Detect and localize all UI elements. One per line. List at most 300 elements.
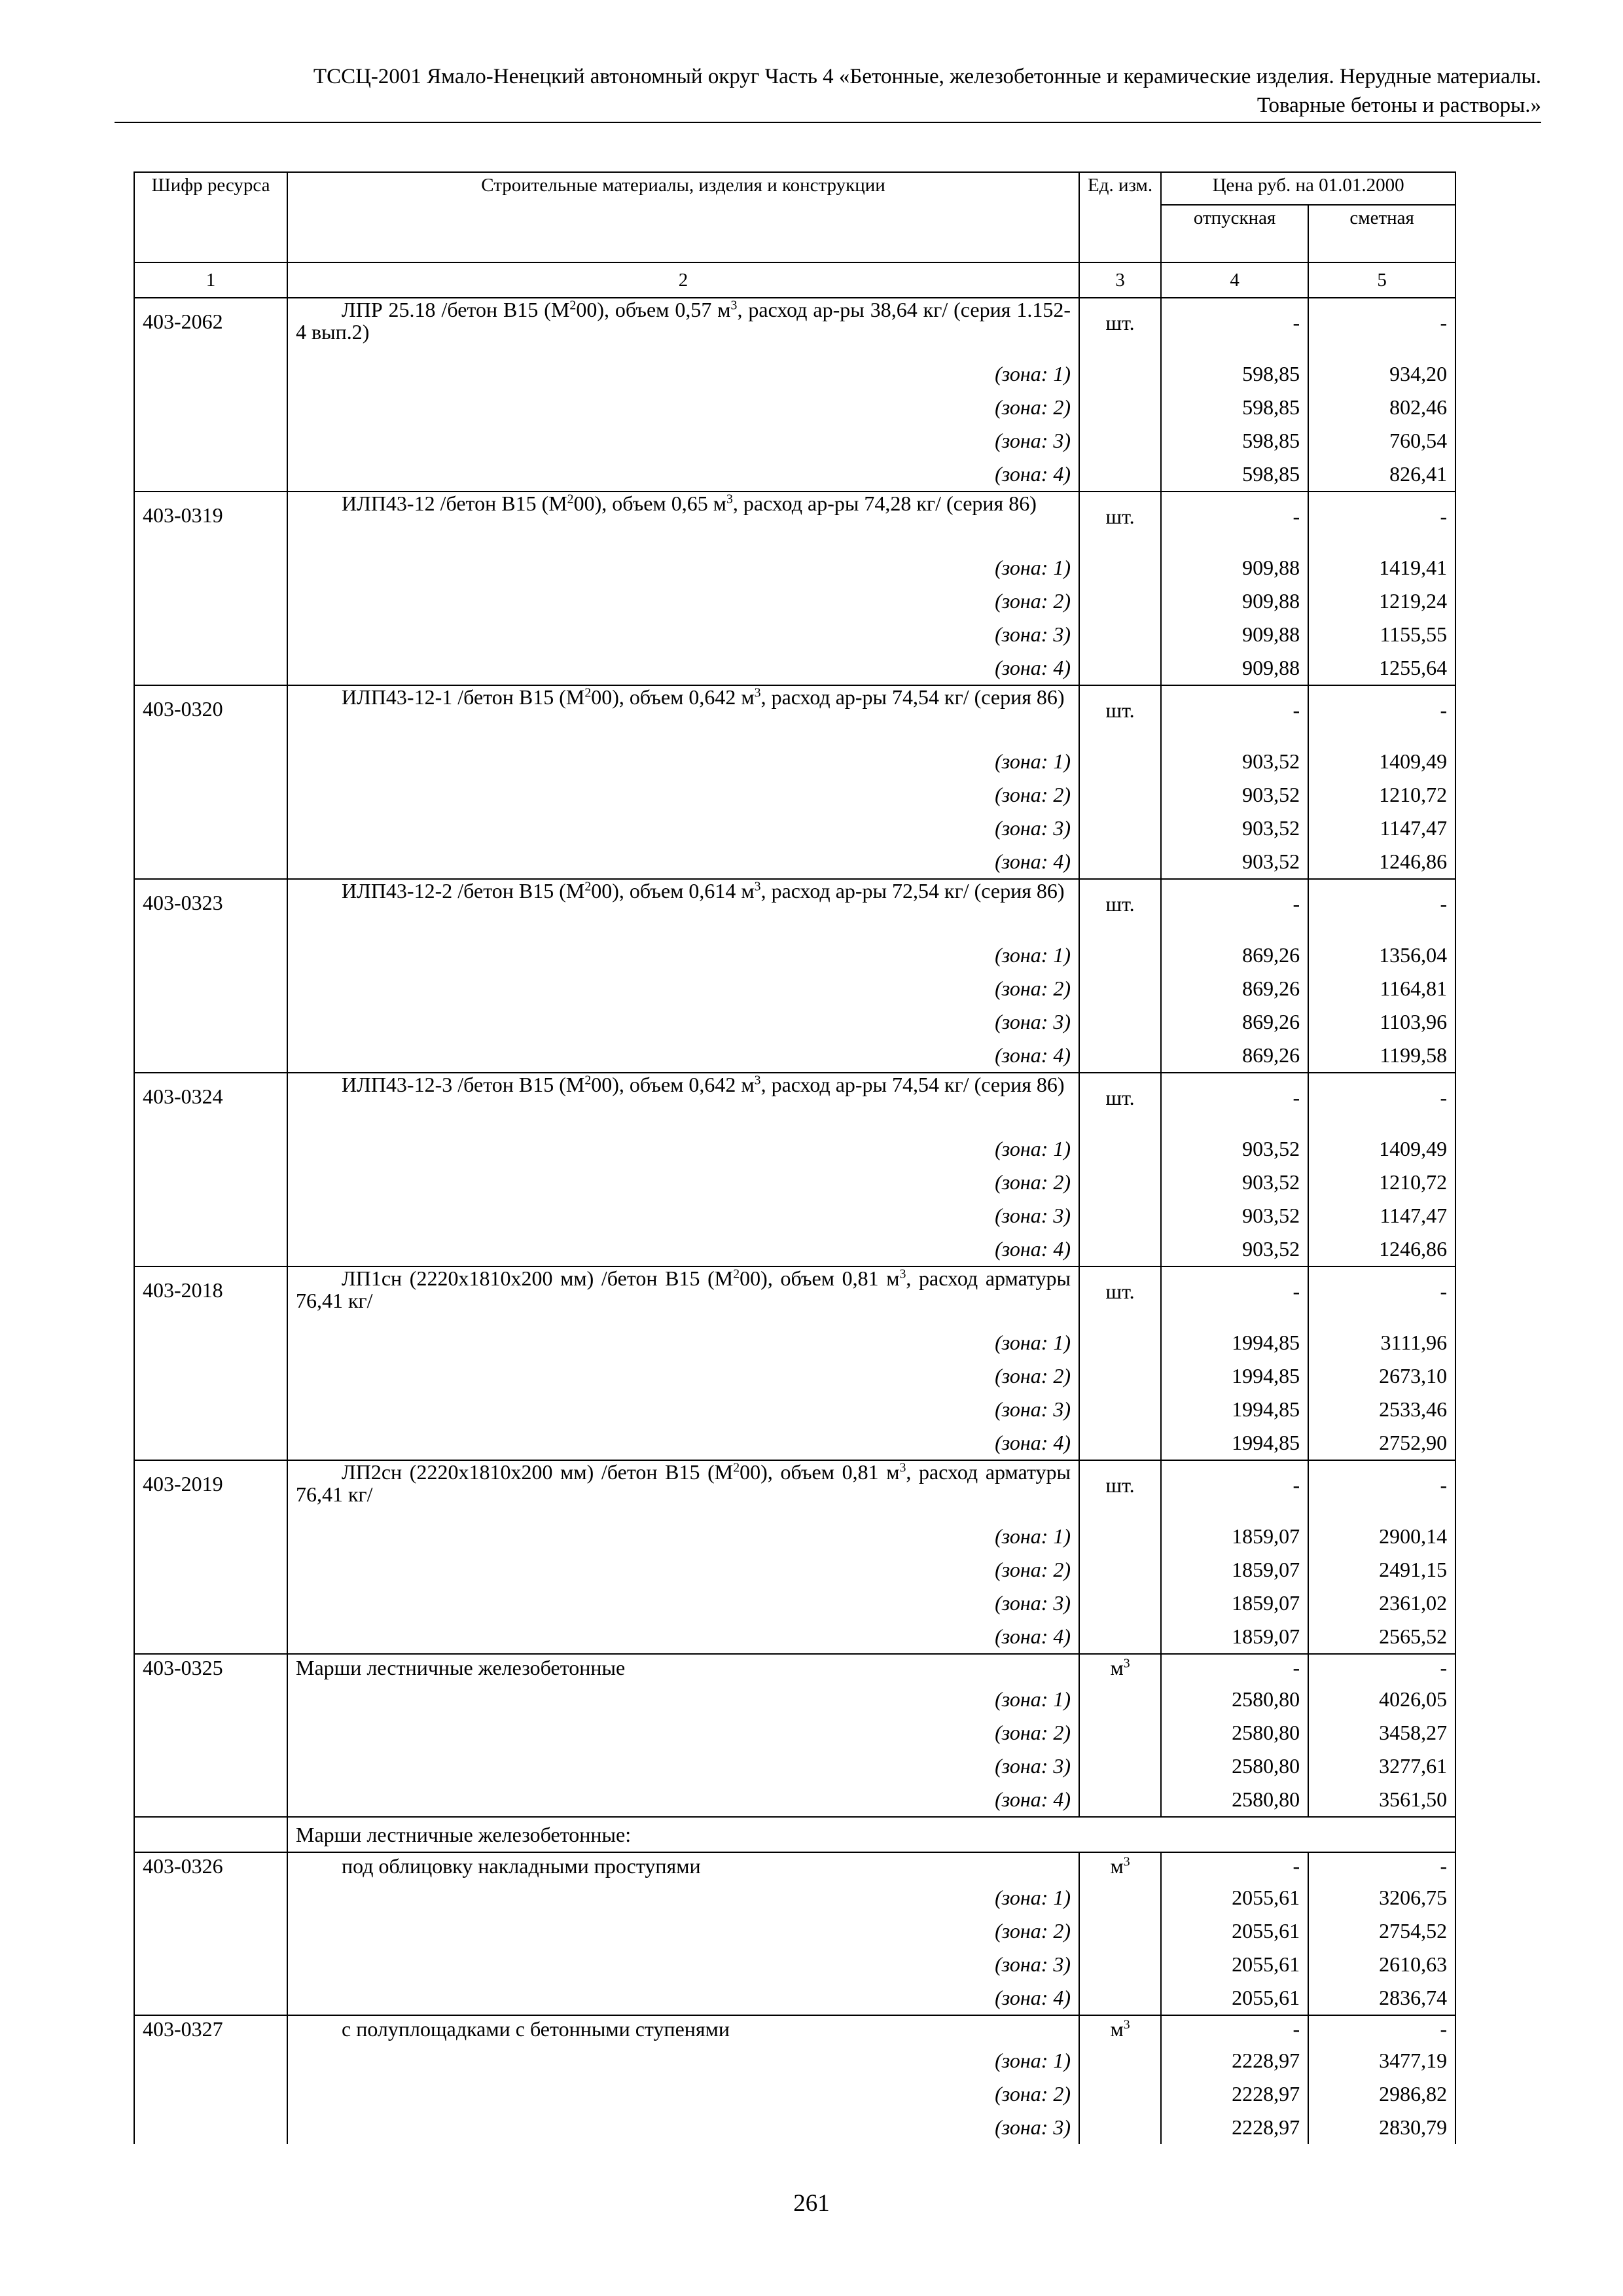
material-name: с полуплощадками с бетонными ступенями <box>287 2015 1079 2044</box>
zone-release-price: 598,85 <box>1161 424 1308 457</box>
zone-estimate-price: 1210,72 <box>1308 778 1455 812</box>
zone-label: (зона: 2) <box>287 584 1079 618</box>
table-row <box>134 685 1455 745</box>
empty-cell <box>134 1359 287 1393</box>
zone-release-price: 903,52 <box>1161 1199 1308 1232</box>
zone-estimate-price: 826,41 <box>1308 457 1455 492</box>
empty-cell <box>134 357 287 391</box>
zone-label: (зона: 3) <box>287 1587 1079 1620</box>
empty-cell <box>134 1232 287 1266</box>
zone-release-price: 903,52 <box>1161 1132 1308 1166</box>
zone-row <box>134 1426 1455 1460</box>
material-name: ЛП2сн (2220х1810х200 мм) /бетон В15 $(М^200)$, объем 0,81 $м^3$, расход арматуры 76,41 кг/ <box>287 1460 1079 1520</box>
zone-estimate-price: 2754,52 <box>1308 1914 1455 1948</box>
resource-code: 403-0319 <box>134 492 287 551</box>
estimate-price: - <box>1308 1852 1455 1881</box>
empty-cell <box>1079 1553 1161 1587</box>
release-price: - <box>1161 298 1308 357</box>
resource-code: 403-0324 <box>134 1073 287 1132</box>
zone-row <box>134 1132 1455 1166</box>
table-row <box>134 1654 1455 1683</box>
empty-cell <box>134 1393 287 1426</box>
header-title-line-1: ТССЦ-2001 Ямало-Ненецкий автономный округ Часть 4 «Бетонные, железобетонные и керамические изделия. Нерудные материалы. <box>313 65 1541 88</box>
empty-cell <box>1079 939 1161 972</box>
material-name: Марши лестничные железобетонные <box>287 1654 1079 1683</box>
unit-of-measure: шт. <box>1079 1460 1161 1520</box>
zone-estimate-price: 3477,19 <box>1308 2044 1455 2077</box>
empty-cell <box>1079 1039 1161 1073</box>
zone-label: (зона: 2) <box>287 1716 1079 1749</box>
column-number: 4 <box>1161 262 1308 298</box>
table-row <box>134 879 1455 939</box>
zone-label: (зона: 2) <box>287 391 1079 424</box>
group-header-row <box>134 1817 1455 1852</box>
empty-cell <box>134 1981 287 2015</box>
zone-release-price: 903,52 <box>1161 1232 1308 1266</box>
estimate-price: - <box>1308 685 1455 745</box>
zone-row <box>134 812 1455 845</box>
zone-row <box>134 1914 1455 1948</box>
zone-estimate-price: 3206,75 <box>1308 1881 1455 1914</box>
zone-row <box>134 651 1455 685</box>
zone-row <box>134 1981 1455 2015</box>
zone-row <box>134 1587 1455 1620</box>
zone-estimate-price: 2491,15 <box>1308 1553 1455 1587</box>
zone-release-price: 1859,07 <box>1161 1620 1308 1654</box>
zone-release-price: 903,52 <box>1161 745 1308 778</box>
empty-cell <box>134 457 287 492</box>
zone-label: (зона: 2) <box>287 1166 1079 1199</box>
unit-of-measure: $м^3$ <box>1079 1852 1161 1881</box>
table-row <box>134 1073 1455 1132</box>
col-header-unit: Ед. изм. <box>1079 172 1161 262</box>
zone-label: (зона: 2) <box>287 1359 1079 1393</box>
empty-cell <box>134 1881 287 1914</box>
release-price: - <box>1161 1460 1308 1520</box>
empty-cell <box>134 618 287 651</box>
empty-cell <box>1079 1914 1161 1948</box>
zone-label: (зона: 3) <box>287 1199 1079 1232</box>
zone-label: (зона: 3) <box>287 812 1079 845</box>
estimate-price: - <box>1308 1073 1455 1132</box>
unit-of-measure: шт. <box>1079 879 1161 939</box>
zone-release-price: 1859,07 <box>1161 1520 1308 1553</box>
zone-release-price: 869,26 <box>1161 1005 1308 1039</box>
zone-label: (зона: 1) <box>287 1881 1079 1914</box>
empty-cell <box>134 2111 287 2144</box>
unit-of-measure: шт. <box>1079 1073 1161 1132</box>
header-rule <box>115 122 1541 123</box>
zone-label: (зона: 4) <box>287 1426 1079 1460</box>
empty-cell <box>1079 1620 1161 1654</box>
zone-estimate-price: 1103,96 <box>1308 1005 1455 1039</box>
unit-of-measure: шт. <box>1079 492 1161 551</box>
header-title-line-2: Товарные бетоны и растворы.» <box>1257 94 1541 117</box>
group-title: Марши лестничные железобетонные: <box>287 1817 1455 1852</box>
empty-cell <box>134 812 287 845</box>
zone-row <box>134 972 1455 1005</box>
zone-row <box>134 1199 1455 1232</box>
page-number: 261 <box>793 2190 830 2217</box>
resource-code: 403-2062 <box>134 298 287 357</box>
zone-label: (зона: 2) <box>287 2077 1079 2111</box>
column-number: 3 <box>1079 262 1161 298</box>
material-name: ИЛП43-12-2 /бетон В15 $(М^200)$, объем 0,614 $м^3$, расход ар-ры 72,54 кг/ (серия 86) <box>287 879 1079 939</box>
empty-cell <box>134 939 287 972</box>
zone-label: (зона: 1) <box>287 1683 1079 1716</box>
zone-row <box>134 1039 1455 1073</box>
zone-release-price: 2228,97 <box>1161 2077 1308 2111</box>
zone-release-price: 2580,80 <box>1161 1683 1308 1716</box>
empty-cell <box>1079 1232 1161 1266</box>
estimate-price: - <box>1308 492 1455 551</box>
page-header <box>115 62 1541 120</box>
table-row <box>134 1852 1455 1881</box>
zone-label: (зона: 2) <box>287 1914 1079 1948</box>
zone-row <box>134 778 1455 812</box>
zone-label: (зона: 4) <box>287 1039 1079 1073</box>
zone-row <box>134 1520 1455 1553</box>
zone-release-price: 2055,61 <box>1161 1914 1308 1948</box>
empty-cell <box>134 845 287 879</box>
empty-cell <box>1079 1948 1161 1981</box>
zone-label: (зона: 4) <box>287 1232 1079 1266</box>
zone-release-price: 909,88 <box>1161 618 1308 651</box>
zone-row <box>134 2044 1455 2077</box>
empty-cell <box>1079 1520 1161 1553</box>
zone-row <box>134 584 1455 618</box>
zone-row <box>134 1393 1455 1426</box>
zone-estimate-price: 1199,58 <box>1308 1039 1455 1073</box>
zone-estimate-price: 1155,55 <box>1308 618 1455 651</box>
zone-row <box>134 1716 1455 1749</box>
resource-code: 403-0323 <box>134 879 287 939</box>
estimate-price: - <box>1308 879 1455 939</box>
zone-estimate-price: 934,20 <box>1308 357 1455 391</box>
zone-row <box>134 357 1455 391</box>
zone-row <box>134 1948 1455 1981</box>
zone-label: (зона: 4) <box>287 651 1079 685</box>
zone-estimate-price: 802,46 <box>1308 391 1455 424</box>
empty-cell <box>134 1749 287 1783</box>
zone-release-price: 1859,07 <box>1161 1587 1308 1620</box>
empty-cell <box>1079 391 1161 424</box>
empty-cell <box>1079 2077 1161 2111</box>
unit-of-measure: $м^3$ <box>1079 2015 1161 2044</box>
zone-release-price: 2228,97 <box>1161 2044 1308 2077</box>
table-body <box>134 298 1455 2144</box>
release-price: - <box>1161 2015 1308 2044</box>
zone-estimate-price: 3277,61 <box>1308 1749 1455 1783</box>
zone-row <box>134 1166 1455 1199</box>
estimate-price: - <box>1308 1460 1455 1520</box>
zone-row <box>134 1232 1455 1266</box>
empty-cell <box>134 2044 287 2077</box>
empty-cell <box>134 1783 287 1817</box>
zone-release-price: 903,52 <box>1161 812 1308 845</box>
material-name: под облицовку накладными проступями <box>287 1852 1079 1881</box>
zone-row <box>134 2077 1455 2111</box>
zone-release-price: 1994,85 <box>1161 1393 1308 1426</box>
empty-cell <box>134 391 287 424</box>
zone-estimate-price: 2986,82 <box>1308 2077 1455 2111</box>
zone-row <box>134 745 1455 778</box>
zone-label: (зона: 3) <box>287 1005 1079 1039</box>
empty-cell <box>134 1005 287 1039</box>
empty-cell <box>134 972 287 1005</box>
zone-estimate-price: 1409,49 <box>1308 745 1455 778</box>
zone-row <box>134 1620 1455 1654</box>
empty-cell <box>134 1620 287 1654</box>
material-name: ИЛП43-12-1 /бетон В15 $(М^200)$, объем 0,642 $м^3$, расход ар-ры 74,54 кг/ (серия 86) <box>287 685 1079 745</box>
release-price: - <box>1161 1654 1308 1683</box>
zone-release-price: 1994,85 <box>1161 1326 1308 1359</box>
empty-cell <box>1079 357 1161 391</box>
zone-estimate-price: 2361,02 <box>1308 1587 1455 1620</box>
zone-estimate-price: 2830,79 <box>1308 2111 1455 2144</box>
zone-label: (зона: 3) <box>287 424 1079 457</box>
zone-estimate-price: 1147,47 <box>1308 812 1455 845</box>
zone-release-price: 1994,85 <box>1161 1426 1308 1460</box>
material-name: ЛП1сн (2220х1810х200 мм) /бетон В15 $(М^200)$, объем 0,81 $м^3$, расход арматуры 76,41 кг/ <box>287 1266 1079 1326</box>
empty-cell <box>134 1817 287 1852</box>
estimate-price: - <box>1308 1654 1455 1683</box>
zone-row <box>134 1553 1455 1587</box>
zone-row <box>134 939 1455 972</box>
zone-label: (зона: 4) <box>287 1981 1079 2015</box>
zone-release-price: 2055,61 <box>1161 1981 1308 2015</box>
empty-cell <box>134 1039 287 1073</box>
empty-cell <box>134 1716 287 1749</box>
col-header-estimate: сметная <box>1308 205 1455 262</box>
empty-cell <box>1079 1683 1161 1716</box>
zone-row <box>134 551 1455 584</box>
zone-estimate-price: 1219,24 <box>1308 584 1455 618</box>
empty-cell <box>1079 845 1161 879</box>
zone-release-price: 903,52 <box>1161 845 1308 879</box>
empty-cell <box>1079 424 1161 457</box>
zone-label: (зона: 2) <box>287 778 1079 812</box>
zone-release-price: 869,26 <box>1161 939 1308 972</box>
zone-label: (зона: 2) <box>287 1553 1079 1587</box>
zone-row <box>134 1783 1455 1817</box>
column-number: 1 <box>134 262 287 298</box>
release-price: - <box>1161 1073 1308 1132</box>
zone-estimate-price: 2533,46 <box>1308 1393 1455 1426</box>
empty-cell <box>1079 1426 1161 1460</box>
zone-estimate-price: 1419,41 <box>1308 551 1455 584</box>
zone-estimate-price: 1255,64 <box>1308 651 1455 685</box>
empty-cell <box>1079 1881 1161 1914</box>
empty-cell <box>1079 1783 1161 1817</box>
empty-cell <box>134 745 287 778</box>
empty-cell <box>134 1520 287 1553</box>
zone-label: (зона: 1) <box>287 551 1079 584</box>
zone-release-price: 909,88 <box>1161 651 1308 685</box>
zone-release-price: 2228,97 <box>1161 2111 1308 2144</box>
zone-estimate-price: 3458,27 <box>1308 1716 1455 1749</box>
empty-cell <box>1079 2111 1161 2144</box>
estimate-price: - <box>1308 298 1455 357</box>
release-price: - <box>1161 492 1308 551</box>
zone-estimate-price: 1246,86 <box>1308 845 1455 879</box>
empty-cell <box>134 1914 287 1948</box>
zone-estimate-price: 1246,86 <box>1308 1232 1455 1266</box>
zone-label: (зона: 4) <box>287 1620 1079 1654</box>
zone-release-price: 1994,85 <box>1161 1359 1308 1393</box>
zone-label: (зона: 3) <box>287 618 1079 651</box>
zone-label: (зона: 4) <box>287 457 1079 492</box>
empty-cell <box>1079 778 1161 812</box>
material-name: ИЛП43-12-3 /бетон В15 $(М^200)$, объем 0,642 $м^3$, расход ар-ры 74,54 кг/ (серия 86) <box>287 1073 1079 1132</box>
resource-code: 403-2019 <box>134 1460 287 1520</box>
empty-cell <box>134 551 287 584</box>
resource-code: 403-0320 <box>134 685 287 745</box>
empty-cell <box>1079 584 1161 618</box>
empty-cell <box>1079 745 1161 778</box>
zone-release-price: 2580,80 <box>1161 1749 1308 1783</box>
table-row <box>134 2015 1455 2044</box>
empty-cell <box>134 1948 287 1981</box>
zone-estimate-price: 1210,72 <box>1308 1166 1455 1199</box>
zone-label: (зона: 1) <box>287 1520 1079 1553</box>
zone-estimate-price: 1409,49 <box>1308 1132 1455 1166</box>
zone-release-price: 598,85 <box>1161 357 1308 391</box>
release-price: - <box>1161 879 1308 939</box>
resource-code: 403-0326 <box>134 1852 287 1881</box>
empty-cell <box>1079 1326 1161 1359</box>
zone-row <box>134 1005 1455 1039</box>
column-number: 5 <box>1308 262 1455 298</box>
zone-estimate-price: 3561,50 <box>1308 1783 1455 1817</box>
table-row <box>134 492 1455 551</box>
zone-label: (зона: 1) <box>287 939 1079 972</box>
resource-code: 403-0327 <box>134 2015 287 2044</box>
zone-release-price: 903,52 <box>1161 1166 1308 1199</box>
empty-cell <box>1079 651 1161 685</box>
empty-cell <box>1079 1981 1161 2015</box>
zone-estimate-price: 2673,10 <box>1308 1359 1455 1393</box>
empty-cell <box>134 1199 287 1232</box>
col-header-price-group: Цена руб. на 01.01.2000 <box>1161 172 1455 205</box>
zone-label: (зона: 1) <box>287 745 1079 778</box>
zone-label: (зона: 3) <box>287 1948 1079 1981</box>
zone-row <box>134 845 1455 879</box>
material-name: ЛПР 25.18 /бетон В15 $(М^200)$, объем 0,57 $м^3$, расход ар-ры 38,64 кг/ (серия 1.152-4 вып.2) <box>287 298 1079 357</box>
zone-release-price: 2580,80 <box>1161 1783 1308 1817</box>
unit-of-measure: шт. <box>1079 1266 1161 1326</box>
col-header-code: Шифр ресурса <box>134 172 287 262</box>
zone-row <box>134 2111 1455 2144</box>
zone-label: (зона: 1) <box>287 1132 1079 1166</box>
empty-cell <box>134 424 287 457</box>
unit-of-measure: шт. <box>1079 685 1161 745</box>
zone-label: (зона: 1) <box>287 357 1079 391</box>
empty-cell <box>134 651 287 685</box>
release-price: - <box>1161 685 1308 745</box>
resource-code: 403-2018 <box>134 1266 287 1326</box>
table-row <box>134 298 1455 357</box>
zone-release-price: 869,26 <box>1161 972 1308 1005</box>
col-header-release: отпускная <box>1161 205 1308 262</box>
empty-cell <box>1079 1005 1161 1039</box>
column-number-row <box>134 262 1455 298</box>
table-row <box>134 1266 1455 1326</box>
zone-estimate-price: 2565,52 <box>1308 1620 1455 1654</box>
zone-row <box>134 1683 1455 1716</box>
empty-cell <box>1079 1393 1161 1426</box>
zone-estimate-price: 2836,74 <box>1308 1981 1455 2015</box>
table-row <box>134 1460 1455 1520</box>
empty-cell <box>1079 1716 1161 1749</box>
unit-of-measure: $м^3$ <box>1079 1654 1161 1683</box>
empty-cell <box>1079 457 1161 492</box>
empty-cell <box>1079 1749 1161 1783</box>
zone-release-price: 2055,61 <box>1161 1881 1308 1914</box>
estimate-price: - <box>1308 2015 1455 2044</box>
zone-row <box>134 1326 1455 1359</box>
empty-cell <box>134 1132 287 1166</box>
zone-label: (зона: 1) <box>287 1326 1079 1359</box>
material-name: ИЛП43-12 /бетон В15 $(М^200)$, объем 0,65 $м^3$, расход ар-ры 74,28 кг/ (серия 86) <box>287 492 1079 551</box>
empty-cell <box>1079 1166 1161 1199</box>
zone-row <box>134 1359 1455 1393</box>
empty-cell <box>134 1553 287 1587</box>
zone-label: (зона: 1) <box>287 2044 1079 2077</box>
zone-label: (зона: 3) <box>287 1749 1079 1783</box>
price-table <box>134 171 1456 2144</box>
zone-estimate-price: 2752,90 <box>1308 1426 1455 1460</box>
release-price: - <box>1161 1852 1308 1881</box>
zone-release-price: 598,85 <box>1161 391 1308 424</box>
column-number: 2 <box>287 262 1079 298</box>
zone-estimate-price: 2610,63 <box>1308 1948 1455 1981</box>
empty-cell <box>1079 1132 1161 1166</box>
zone-release-price: 909,88 <box>1161 584 1308 618</box>
zone-release-price: 909,88 <box>1161 551 1308 584</box>
unit-of-measure: шт. <box>1079 298 1161 357</box>
zone-row <box>134 457 1455 492</box>
col-header-name: Строительные материалы, изделия и конструкции <box>287 172 1079 262</box>
empty-cell <box>1079 1587 1161 1620</box>
zone-estimate-price: 1356,04 <box>1308 939 1455 972</box>
empty-cell <box>134 2077 287 2111</box>
zone-row <box>134 1749 1455 1783</box>
release-price: - <box>1161 1266 1308 1326</box>
zone-release-price: 1859,07 <box>1161 1553 1308 1587</box>
empty-cell <box>1079 1359 1161 1393</box>
empty-cell <box>134 778 287 812</box>
zone-release-price: 598,85 <box>1161 457 1308 492</box>
zone-release-price: 2580,80 <box>1161 1716 1308 1749</box>
empty-cell <box>1079 972 1161 1005</box>
zone-label: (зона: 4) <box>287 845 1079 879</box>
empty-cell <box>1079 2044 1161 2077</box>
empty-cell <box>134 1166 287 1199</box>
resource-code: 403-0325 <box>134 1654 287 1683</box>
zone-label: (зона: 3) <box>287 1393 1079 1426</box>
empty-cell <box>1079 618 1161 651</box>
zone-row <box>134 618 1455 651</box>
zone-estimate-price: 1147,47 <box>1308 1199 1455 1232</box>
empty-cell <box>134 584 287 618</box>
zone-label: (зона: 3) <box>287 2111 1079 2144</box>
zone-release-price: 869,26 <box>1161 1039 1308 1073</box>
zone-estimate-price: 3111,96 <box>1308 1326 1455 1359</box>
zone-label: (зона: 4) <box>287 1783 1079 1817</box>
zone-estimate-price: 4026,05 <box>1308 1683 1455 1716</box>
zone-estimate-price: 760,54 <box>1308 424 1455 457</box>
